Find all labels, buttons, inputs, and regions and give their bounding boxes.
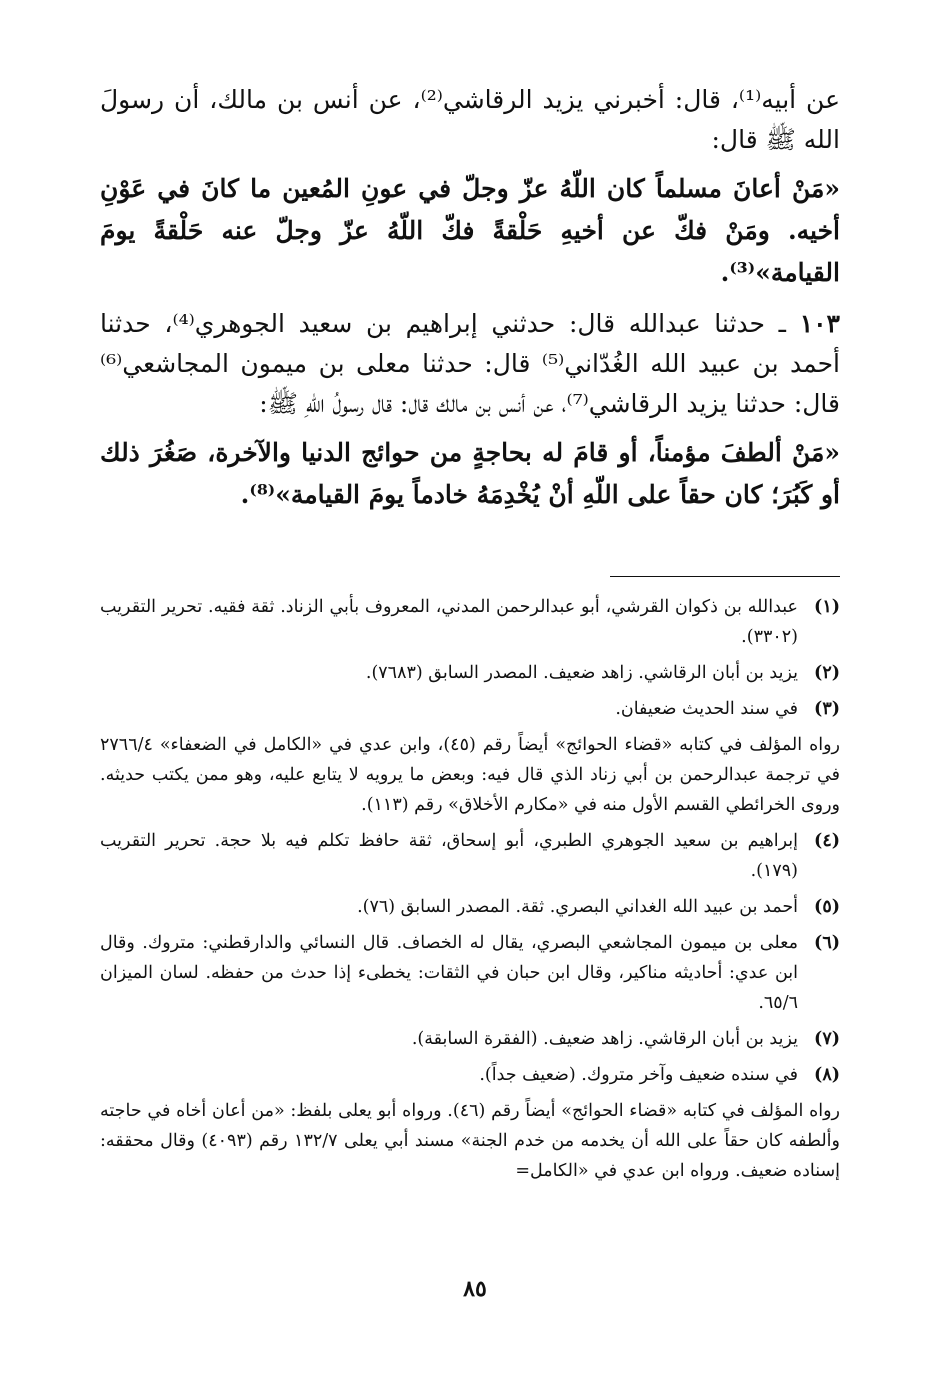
footnote-3 [100, 694, 840, 724]
footnote-marker: (٤) [814, 831, 840, 851]
footnote-text: في سند الحديث ضعيفان. [615, 699, 798, 719]
footnote-6 [100, 928, 840, 1018]
footnote-marker: (٢) [814, 663, 840, 683]
main-text [100, 80, 840, 526]
footnote-marker: (٧) [814, 1029, 840, 1049]
footnotes [100, 592, 840, 1192]
footnote-text: عبدالله بن ذكوان القرشي، أبو عبدالرحمن المدني، المعروف بأبي الزناد. ثقة فقيه. تحرير التقريب (٣٣٠٢). [100, 597, 798, 647]
footnote-2 [100, 658, 840, 688]
footnote-text: إبراهيم بن سعيد الجوهري الطبري، أبو إسحاق، ثقة حافظ تكلم فيه بلا حجة. تحرير التقريب (١٧٩). [100, 831, 798, 881]
hadith-103-chain [100, 304, 840, 424]
hadith-number: ١٠٣ [799, 309, 840, 338]
footnote-text: في سنده ضعيف وآخر متروك. (ضعيف جداً). [479, 1065, 798, 1085]
hadith-text-1: «مَنْ أعانَ مسلماً كان اللّهُ عزّ وجلّ في عونِ المُعين ما كانَ في عَوْنِ أخيه. ومَنْ فكّ عن أخيهِ حَلْقةً فكّ اللّهُ عزّ وجلّ عنه حَلْقةً يومَ القيامة»⁽³⁾. [100, 174, 840, 287]
footnote-separator [610, 576, 840, 577]
footnote-8 [100, 1060, 840, 1090]
footnote-3-continuation: رواه المؤلف في كتابه «قضاء الحوائج» أيضاً رقم (٤٥)، وابن عدي في «الكامل في الضعفاء» ٢٧٦٦/٤ في ترجمة عبدالرحمن بن أبي زناد الذي قال فيه: وبعض ما يرويه لا يتابع عليه، وهو ممن يكتب حديثه. وروى الخرائطي القسم الأول منه في «مكارم الأخلاق» رقم (١١٣). [100, 735, 840, 815]
footnote-4 [100, 826, 840, 886]
footnote-1 [100, 592, 840, 652]
footnote-marker: (٦) [814, 933, 840, 953]
hadith-text-2: «مَنْ ألطفَ مؤمناً، أو قامَ له بحاجةٍ من حوائج الدنيا والآخرة، صَغُرَ ذلك أو كَبُرَ؛ كان حقاً على اللّهِ أنْ يُخْدِمَهُ خادماً يومَ القيامة»⁽⁸⁾. [100, 438, 840, 509]
footnote-marker: (١) [814, 597, 840, 617]
footnote-marker: (٨) [814, 1065, 840, 1085]
page-number: ٨٥ [463, 1276, 487, 1302]
footnote-5 [100, 892, 840, 922]
footnote-marker: (٣) [814, 699, 840, 719]
footnote-text: يزيد بن أبان الرقاشي. زاهد ضعيف. (الفقرة السابقة). [411, 1029, 798, 1049]
footnote-marker: (٥) [814, 897, 840, 917]
footnote-text: أحمد بن عبيد الله الغداني البصري. ثقة. المصدر السابق (٧٦). [357, 897, 798, 917]
narration-chain: ـ حدثنا عبدالله قال: حدثني إبراهيم بن سعيد الجوهري⁽⁴⁾، حدثنا أحمد بن عبيد الله الغُدّاني⁽⁵⁾ قال: حدثنا معلى بن ميمون المجاشعي⁽⁶⁾ قال: حدثنا يزيد الرقاشي⁽⁷⁾، عن أنس بن مالك قال: قال رسولُ اللّهِ ﷺ: [100, 309, 840, 418]
footnote-7 [100, 1024, 840, 1054]
footnote-text: معلى بن ميمون المجاشعي البصري، يقال له الخصاف. قال النسائي والدارقطني: متروك. وقال ابن عدي: أحاديثه مناكير، وقال ابن حبان في الثقات: يخطىء إذا حدث من حفظه. لسان الميزان ٦٥/٦. [100, 933, 798, 1013]
intro-paragraph: عن أبيه⁽¹⁾، قال: أخبرني يزيد الرقاشي⁽²⁾، عن أنس بن مالك، أن رسولَ الله ﷺ قال: [100, 85, 840, 154]
footnote-text: يزيد بن أبان الرقاشي. زاهد ضعيف. المصدر السابق (٧٦٨٣). [365, 663, 798, 683]
footnote-8-continuation: رواه المؤلف في كتابه «قضاء الحوائج» أيضاً رقم (٤٦). ورواه أبو يعلى بلفظ: «من أعان أخاه في حاجته وألطفه كان حقاً على الله أن يخدمه من خدم الجنة» مسند أبي يعلى ١٣٢/٧ رقم (٤٠٩٣) وقال محققه: إسناده ضعيف. ورواه ابن عدي في «الكامل= [100, 1101, 840, 1181]
